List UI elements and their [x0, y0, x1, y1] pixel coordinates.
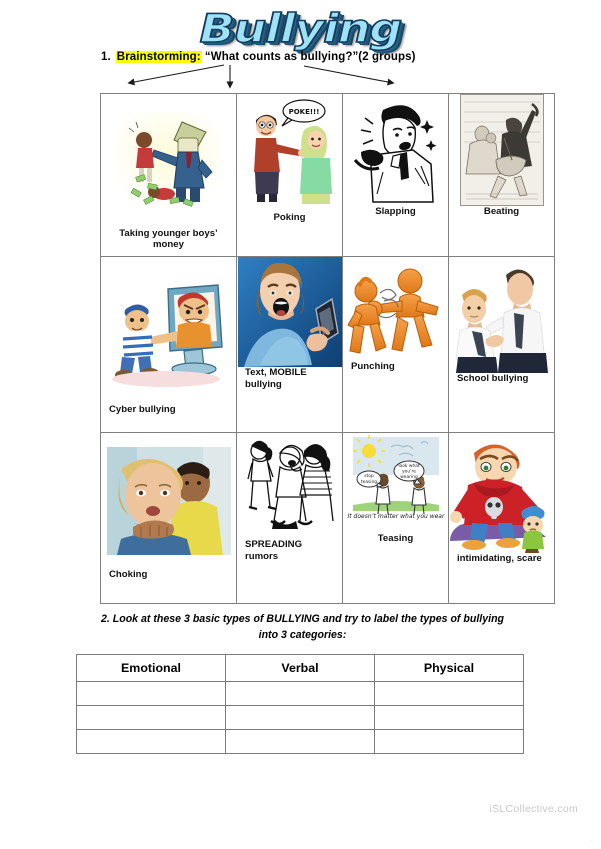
- teasing-art: [343, 433, 448, 533]
- answer-cell[interactable]: [77, 730, 226, 754]
- cell-label: Cyber bullying: [109, 404, 176, 416]
- title-band: [0, 6, 601, 52]
- svg-text:teasing: teasing: [360, 480, 377, 485]
- brainstorm-arrows: [100, 64, 430, 94]
- footer-watermark: iSLCollective.com: [489, 803, 578, 815]
- poke-bubble-text: POKE!!!: [288, 108, 319, 116]
- poking-art: [237, 94, 342, 212]
- answer-cell[interactable]: [375, 706, 524, 730]
- answer-cell[interactable]: [375, 730, 524, 754]
- answer-cell[interactable]: [77, 682, 226, 706]
- picture-grid-row: [101, 94, 555, 257]
- instruction-1-number: 1.: [101, 51, 111, 63]
- choking-art: [101, 433, 236, 569]
- intimidating-art: [449, 433, 554, 553]
- grid-cell-mobile-bullying[interactable]: [237, 257, 343, 433]
- instruction-1: [101, 51, 416, 63]
- cell-label: Slapping: [375, 206, 416, 217]
- cell-label: SPREADING rumors: [245, 539, 303, 562]
- grid-cell-slapping[interactable]: [343, 94, 449, 257]
- grid-cell-spreading-rumors[interactable]: [237, 433, 343, 604]
- cell-label: Choking: [109, 569, 148, 581]
- teasing-caption: It doesn’t matter what you wear: [347, 513, 444, 520]
- picture-grid-row: [101, 257, 555, 433]
- beating-art: [449, 94, 554, 206]
- instruction-1-text: “What counts as bullying?”(2 groups): [204, 51, 416, 63]
- picture-grid-row: [101, 433, 555, 604]
- grid-cell-punching[interactable]: [343, 257, 449, 433]
- footer-mark: .: [590, 834, 593, 843]
- svg-text:you’re: you’re: [401, 469, 416, 475]
- category-answer-row: [77, 706, 524, 730]
- answer-cell[interactable]: [375, 682, 524, 706]
- punching-art: [343, 257, 448, 361]
- category-table: [76, 654, 524, 754]
- instruction-1-highlight: Brainstorming:: [116, 51, 201, 63]
- grid-cell-school-bullying[interactable]: [449, 257, 555, 433]
- cell-label: Beating: [483, 206, 520, 217]
- category-header-physical: Physical: [375, 655, 524, 682]
- spreading-rumors-art: [237, 433, 342, 539]
- cell-label: Teasing: [377, 533, 414, 544]
- answer-cell[interactable]: [77, 706, 226, 730]
- instruction-2-text: Look at these 3 basic types of BULLYING and try to label the types of bullying into 3 categories:: [112, 613, 505, 642]
- grid-cell-teasing[interactable]: [343, 433, 449, 604]
- grid-cell-poking[interactable]: [237, 94, 343, 257]
- instruction-2-number: 2.: [100, 613, 110, 625]
- cyber-bullying-art: [101, 257, 236, 404]
- category-header-row: [77, 655, 524, 682]
- teasing-bubble-right: look what: [397, 464, 420, 469]
- page-title: Bullying: [199, 6, 402, 52]
- cell-label: Taking younger boys’ money: [119, 227, 218, 251]
- cell-label: Punching: [351, 361, 395, 372]
- cell-label: Text, MOBILE bullying: [245, 367, 307, 390]
- grid-cell-taking-money[interactable]: [101, 94, 237, 257]
- arrow-left: [129, 65, 224, 83]
- school-bullying-art: [449, 257, 554, 373]
- category-answer-row: [77, 682, 524, 706]
- category-header-emotional: Emotional: [77, 655, 226, 682]
- arrow-right: [304, 66, 393, 83]
- cell-label: School bullying: [457, 373, 529, 384]
- grid-cell-cyber-bullying[interactable]: [101, 257, 237, 433]
- teasing-bubble-left: stop: [363, 474, 374, 479]
- answer-cell[interactable]: [226, 730, 375, 754]
- bullying-picture-grid: [100, 93, 555, 604]
- mobile-bullying-art: [237, 257, 342, 367]
- cell-label: Poking: [273, 212, 306, 223]
- answer-cell[interactable]: [226, 706, 375, 730]
- slapping-art: [343, 94, 448, 206]
- instruction-2: [90, 611, 515, 644]
- category-answer-row: [77, 730, 524, 754]
- grid-cell-beating[interactable]: [449, 94, 555, 257]
- money-extortion-art: [101, 94, 236, 228]
- cell-label: intimidating, scare: [457, 553, 542, 564]
- answer-cell[interactable]: [226, 682, 375, 706]
- category-header-verbal: Verbal: [226, 655, 375, 682]
- grid-cell-choking[interactable]: [101, 433, 237, 604]
- grid-cell-intimidating[interactable]: [449, 433, 555, 604]
- svg-text:wearing: wearing: [399, 475, 418, 480]
